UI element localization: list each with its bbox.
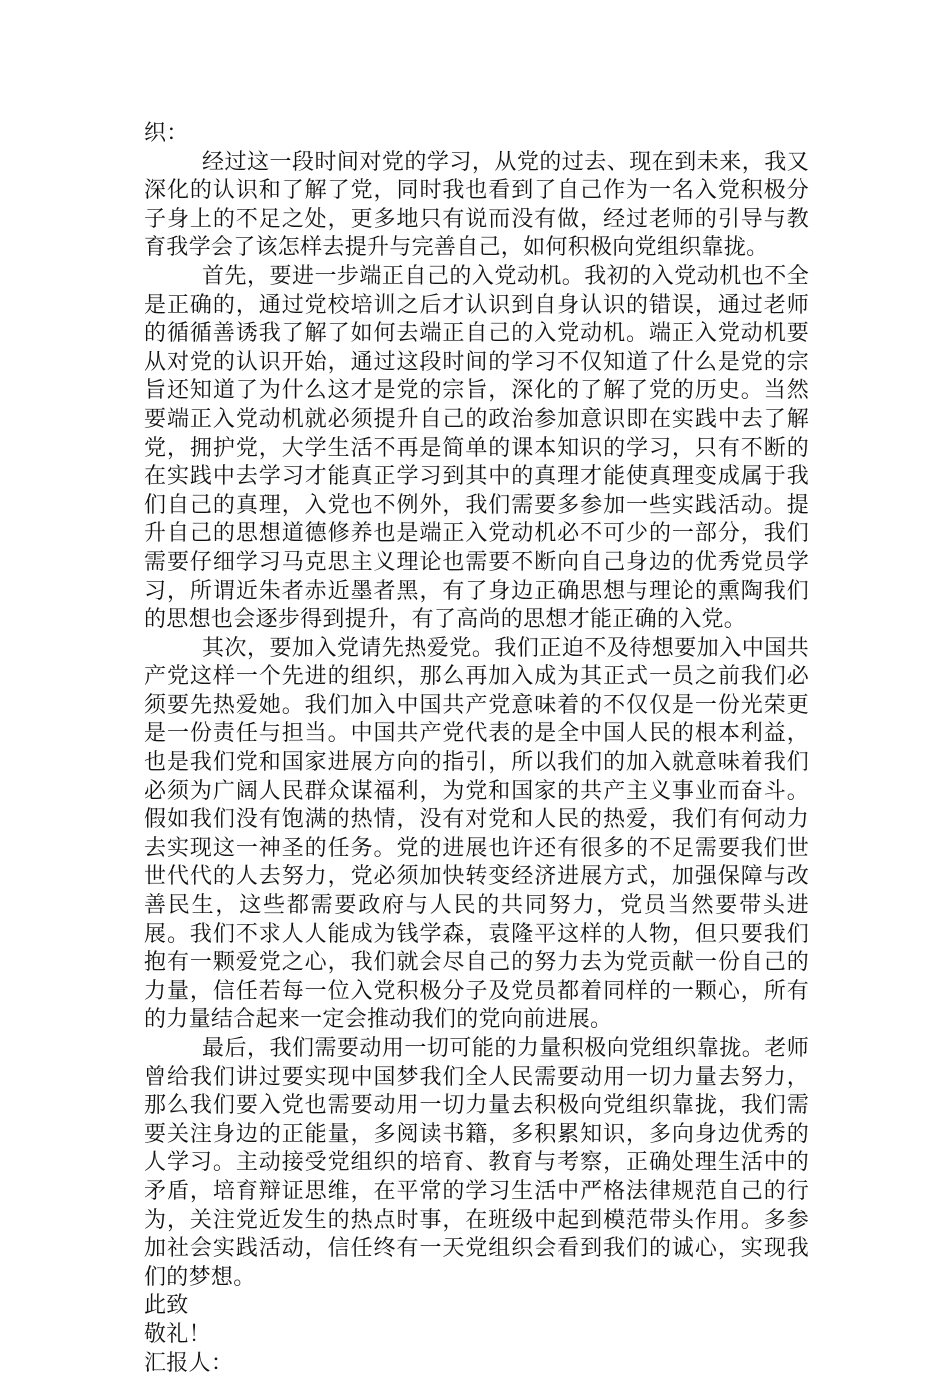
opening-fragment: 织： xyxy=(144,121,189,146)
closing-salutation: 此致 xyxy=(144,1293,189,1319)
paragraph-love-party: 其次，要加入党请先热爱党。我们正迫不及待想要加入中国共产党这样一个先进的组织，那么再加入成为其正式一员之前我们必须要先热爱她。我们加入中国共产党意味着的不仅仅是一份光荣更是一份责任与担当。中国共产党代表的是全中国人民的根本利益，也是我们党和国家进展方向的指引，所以我们的加入就意味着我们必须为广阔人民群众谋福利，为党和国家的共产主义事业而奋斗。假如我们没有饱满的热情，没有对党和人民的热爱，我们有何动力去实现这一神圣的任务。党的进展也许还有很多的不足需要我们世世代代的人去努力，党必须加快转变经济进展方式，加强保障与改善民生，这些都需要政府与人民的共同努力，党员当然要带头进展。我们不求人人能成为钱学森，袁隆平这样的人物，但只要我们抱有一颗爱党之心，我们就会尽自己的努力去为党贡献一份自己的力量，信任若每一位入党积极分子及党员都着同样的一颗心，所有的力量结合起来一定会推动我们的党向前进展。 xyxy=(144,635,809,1033)
paragraph-learning-summary: 经过这一段时间对党的学习，从党的过去、现在到未来，我又深化的认识和了解了党，同时我也看到了自己作为一名入党积极分子身上的不足之处，更多地只有说而没有做，经过老师的引导与教育我学会了该怎样去提升与完善自己，如何积极向党组织靠拢。 xyxy=(144,149,809,261)
signature-label: 汇报人： xyxy=(144,1350,234,1376)
paragraph-approach-party: 最后，我们需要动用一切可能的力量积极向党组织靠拢。老师曾给我们讲过要实现中国梦我们全人民需要动用一切力量去努力，那么我们要入党也需要动用一切力量去积极向党组织靠拢，我们需要关注身边的正能量，多阅读书籍，多积累知识，多向身边优秀的人学习。主动接受党组织的培育、教育与考察，正确处理生活中的矛盾，培育辩证思维，在平常的学习生活中严格法律规范自己的行为，关注党近发生的热点时事，在班级中起到模范带头作用。多参加社会实践活动，信任终有一天党组织会看到我们的诚心，实现我们的梦想。 xyxy=(144,1036,809,1290)
paragraph-motivation: 首先，要进一步端正自己的入党动机。我初的入党动机也不全是正确的，通过党校培训之后才认识到自身认识的错误，通过老师的循循善诱我了解了如何去端正自己的入党动机。端正入党动机要从对党的认识开始，通过这段时间的学习不仅知道了什么是党的宗旨还知道了为什么这才是党的宗旨，深化的了解了党的历史。当然要端正入党动机就必须提升自己的政治参加意识即在实践中去了解党，拥护党，大学生活不再是简单的课本知识的学习，只有不断的在实践中去学习才能真正学习到其中的真理才能使真理变成属于我们自己的真理，入党也不例外，我们需要多参加一些实践活动。提升自己的思想道德修养也是端正入党动机必不可少的一部分，我们需要仔细学习马克思主义理论也需要不断向自己身边的优秀党员学习，所谓近朱者赤近墨者黑，有了身边正确思想与理论的熏陶我们的思想也会逐步得到提升，有了高尚的思想才能正确的入党。 xyxy=(144,263,809,633)
report-body xyxy=(144,120,809,1378)
closing-regards: 敬礼！ xyxy=(144,1321,211,1347)
